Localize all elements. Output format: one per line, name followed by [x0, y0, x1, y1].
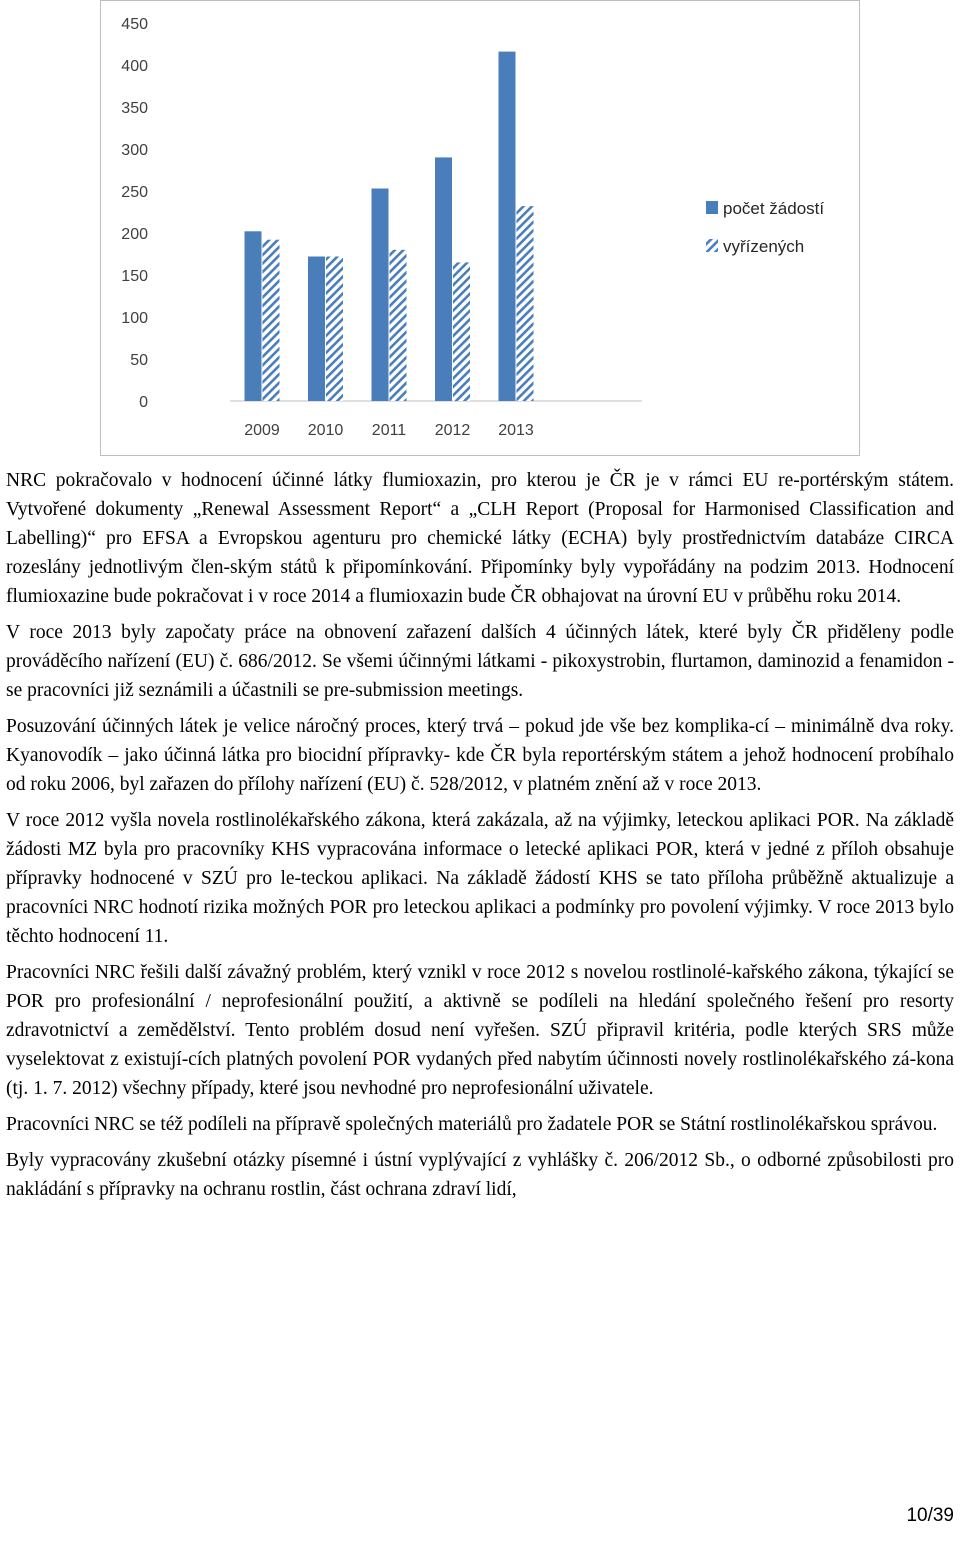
bar-pocet-zadosti-2012 [435, 157, 452, 401]
x-tick-label-2011: 2011 [371, 422, 407, 439]
bar-vyrizenych-2012 [453, 262, 470, 401]
paragraph-assessment-process: Posuzování účinných látek je velice náročný proces, který trvá – pokud jde vše bez komplika-cí – minimálně dva roky. Kyanovodík – jako účinná látka pro biocidní přípravky- kde ČR byla reportérským státem a jehož hodnocení probíhalo od roku 2006, byl zařazen do přílohy nařízení (EU) č. 528/2012, v platném znění až v roce 2013. [6, 716, 954, 795]
y-tick-label: 400 [121, 58, 148, 75]
bar-pocet-zadosti-2013 [499, 52, 516, 401]
y-tick-label: 0 [139, 394, 148, 411]
y-tick-label: 450 [121, 16, 148, 33]
y-tick-label: 350 [121, 100, 148, 117]
x-tick-label-2012: 2012 [434, 422, 471, 439]
bar-vyrizenych-2011 [390, 250, 407, 401]
paragraph-exam-questions: Byly vypracovány zkušební otázky písemné i ústní vyplývající z vyhlášky č. 206/2012 Sb., o odborné způsobilosti pro nakládání s přípravky na ochranu rostlin, část ochrana zdraví lidí, [6, 1150, 954, 1200]
legend-label-vyrizenych: vyřízených [723, 237, 805, 256]
legend-label-pocet-zadosti: počet žádostí [723, 199, 825, 218]
paragraph-renewal-2013: V roce 2013 byly započaty práce na obnovení zařazení dalších 4 účinných látek, které byly ČR přiděleny podle prováděcího nařízení (EU) č. 686/2012. Se všemi účinnými látkami - pikoxystrobin, flurtamon, daminozid a fenamidon - se pracovníci již seznámili a účastnili se pre-submission meetings. [6, 622, 954, 701]
bar-vyrizenych-2013 [517, 206, 534, 401]
legend-swatch-vyrizenych [706, 239, 718, 252]
bar-vyrizenych-2010 [326, 257, 343, 402]
paragraph-aerial-application: V roce 2012 vyšla novela rostlinolékařského zákona, která zakázala, až na výjimky, leteckou aplikaci POR. Na základě žádosti MZ byla pro pracovníky KHS vypracována informace o letecké aplikaci POR, která v jedné z příloh obsahuje přípravky hodnocené v SZÚ pro le-teckou aplikaci. Na základě žádostí KHS se tato příloha průběžně aktualizuje a pracovníci NRC hodnotí rizika možných POR pro leteckou aplikaci a podmínky pro povolení výjimky. V roce 2013 bylo těchto hodnocení 11. [6, 810, 954, 947]
y-tick-label: 100 [121, 310, 148, 327]
chart-frame [101, 1, 860, 456]
requests-bar-chart [100, 0, 860, 456]
bar-vyrizenych-2009 [263, 240, 280, 401]
x-tick-label-2010: 2010 [307, 422, 344, 439]
page-number: 10/39 [906, 1505, 954, 1526]
y-tick-label: 300 [121, 142, 148, 159]
y-tick-label: 250 [121, 184, 148, 201]
legend-swatch-pocet-zadosti [706, 201, 718, 214]
bar-pocet-zadosti-2009 [245, 231, 262, 401]
y-tick-label: 50 [130, 352, 148, 369]
x-tick-label-2013: 2013 [498, 422, 534, 439]
paragraph-professional-use: Pracovníci NRC řešili další závažný problém, který vznikl v roce 2012 s novelou rostlinolé-kařského zákona, týkající se POR pro profesionální / neprofesionální použití, a aktivně se podíleli na hledání společného řešení pro resorty zdravotnictví a zemědělství. Tento problém dosud není vyřešen. SZÚ připravil kritéria, podle kterých SRS může vyselektovat z existují-cích platných povolení POR vydaných před nabytím účinnosti novely rostlinolékařského zá-kona (tj. 1. 7. 2012) všechny případy, které jsou nevhodné pro neprofesionální uživatele. [6, 962, 954, 1099]
y-tick-label: 200 [121, 226, 148, 243]
y-tick-label: 150 [121, 268, 148, 285]
x-tick-label-2009: 2009 [244, 422, 280, 439]
paragraph-shared-materials: Pracovníci NRC se též podíleli na přípravě společných materiálů pro žadatele POR se Státní rostlinolékařskou správou. [6, 1114, 938, 1135]
paragraph-flumioxazin: NRC pokračovalo v hodnocení účinné látky flumioxazin, pro kterou je ČR je v rámci EU re-portérským státem. Vytvořené dokumenty „Renewal Assessment Report“ a „CLH Report (Proposal for Harmonised Classification and Labelling)“ pro EFSA a Evropskou agenturu pro chemické látky (ECHA) byly prostřednictvím databáze CIRCA rozeslány jednotlivým člen-ským států k připomínkování. Připomínky byly vypořádány na podzim 2013. Hodnocení flumioxazine bude pokračovat i v roce 2014 a flumioxazin bude ČR obhajovat na úrovní EU v průběhu roku 2014. [6, 470, 954, 607]
bar-pocet-zadosti-2011 [372, 189, 389, 402]
bar-pocet-zadosti-2010 [308, 257, 325, 402]
body-text [6, 466, 954, 1211]
